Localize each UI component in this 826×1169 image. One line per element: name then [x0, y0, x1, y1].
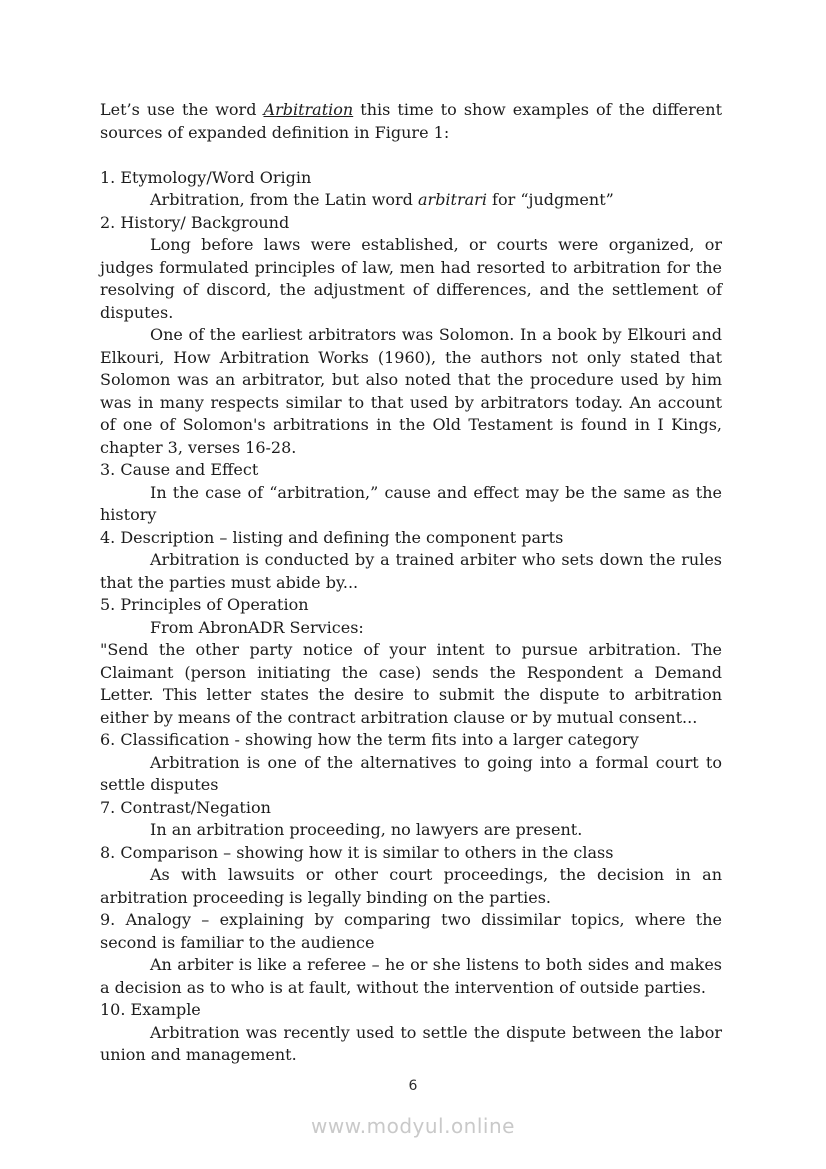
- paragraph: In the case of “arbitration,” cause and effect may be the same as the history: [100, 482, 722, 524]
- paragraph-spacer: [100, 144, 722, 167]
- text-segment: arbitrari: [418, 190, 487, 209]
- text-segment: this time to show examples of the different sources of expanded definition in Figure 1:: [100, 100, 722, 142]
- page-number: 6: [408, 1078, 418, 1094]
- watermark-text: www.modyul.online: [311, 1114, 515, 1138]
- list-item-heading: 2. History/ Background: [100, 212, 290, 232]
- text-segment: Let’s use the word: [100, 100, 264, 119]
- list-item-heading: 4. Description – listing and defining the component parts: [100, 527, 564, 547]
- text-segment: Arbitration: [263, 100, 354, 119]
- list-item-heading: 10. Example: [100, 1000, 201, 1019]
- list-item-heading: 3. Cause and Effect: [100, 460, 259, 479]
- paragraph: Long before laws were established, or courts were organized, or judges formulated principles of law, men had resorted to arbitration for the resolving of discord, the adjustment of differences, and the settlement of disputes.: [100, 235, 722, 322]
- list-item-heading: 8. Comparison – showing how it is similar to others in the class: [100, 842, 614, 862]
- paragraph: In an arbitration proceeding, no lawyers are present.: [150, 820, 583, 839]
- paragraph: [100, 99, 722, 144]
- paragraph: One of the earliest arbitrators was Solomon. In a book by Elkouri and Elkouri, How Arbitration Works (1960), the authors not only stated that Solomon was an arbitrator, but also noted that the procedure used by him was in many respects similar to that used by arbitrators today. An account of one of Solomon's arbitrations in the Old Testament is found in I Kings, chapter 3, verses 16-28.: [100, 325, 722, 457]
- paragraph: An arbiter is like a referee – he or she listens to both sides and makes a decision as to who is at fault, without the intervention of outside parties.: [100, 955, 722, 997]
- list-item-heading: 7. Contrast/Negation: [100, 797, 271, 817]
- paragraph: From AbronADR Services:: [150, 617, 364, 637]
- text-segment: for “judgment”: [486, 190, 614, 209]
- list-item-heading: 5. Principles of Operation: [100, 595, 309, 614]
- document-body: [100, 99, 722, 1067]
- list-item-heading: 1. Etymology/Word Origin: [100, 167, 312, 187]
- paragraph: As with lawsuits or other court proceedings, the decision in an arbitration proceeding is legally binding on the parties.: [100, 865, 722, 907]
- paragraph: "Send the other party notice of your intent to pursue arbitration. The Claimant (person initiating the case) sends the Respondent a Demand Letter. This letter states the desire to submit the dispute to arbitration either by means of the contract arbitration clause or by mutual consent...: [100, 640, 722, 727]
- paragraph: [100, 189, 722, 212]
- paragraph: Arbitration is conducted by a trained arbiter who sets down the rules that the parties must abide by...: [100, 550, 722, 592]
- paragraph: Arbitration is one of the alternatives to going into a formal court to settle disputes: [100, 752, 722, 794]
- list-item-heading: 9. Analogy – explaining by comparing two dissimilar topics, where the second is familiar to the audience: [100, 910, 722, 952]
- list-item-heading: 6. Classification - showing how the term fits into a larger category: [100, 730, 639, 749]
- paragraph: Arbitration was recently used to settle the dispute between the labor union and management.: [100, 1022, 722, 1064]
- text-segment: Arbitration, from the Latin word: [150, 190, 418, 209]
